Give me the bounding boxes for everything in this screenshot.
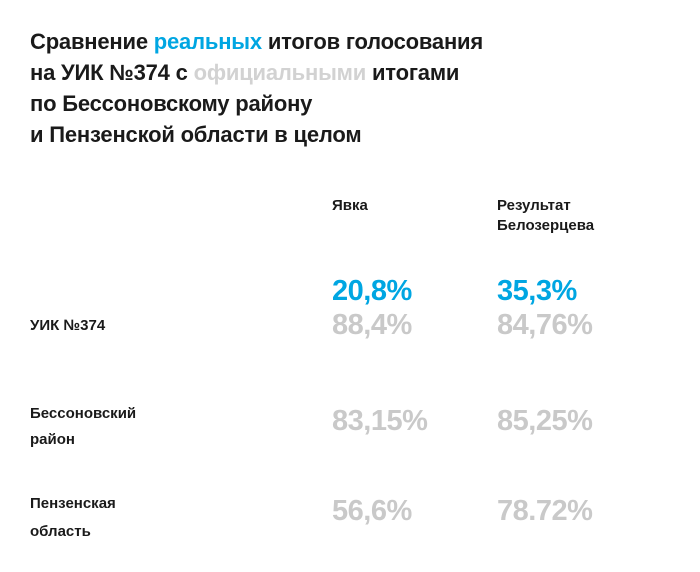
title-text-part: итогами [366,60,460,85]
cell-penza-turnout [290,486,485,528]
table-row [30,486,680,566]
value-turnout-official: 83,15% [332,405,428,437]
row-name-text-line1: Пензенская [30,495,116,512]
value-turnout-official: 88,4% [332,309,412,341]
row-label-bessonovsky [30,398,290,450]
row-name-text-line1: Бессоновский [30,405,137,422]
header-cell-turnout [290,196,485,216]
title-text-part: на УИК №374 с [30,60,194,85]
value-turnout-official: 56,6% [332,495,412,527]
title-line-1 [30,26,680,57]
header-cell-result [485,196,680,236]
title-accent-real: реальных [153,29,262,54]
page-title [30,26,680,150]
table-row [30,274,680,392]
title-line-4: и Пензенской области в целом [30,122,362,147]
row-name-text-line2: область [30,523,91,540]
cell-uik374-turnout [290,274,485,342]
row-name-text-line2: район [30,431,75,448]
cell-uik374-result [485,274,680,342]
table-row [30,398,680,480]
row-label-penza-oblast [30,486,290,542]
title-line-2 [30,57,680,88]
cell-bessonovsky-turnout [290,398,485,438]
header-label-turnout: Явка [332,197,368,214]
header-label-result-line2: Белозерцева [497,217,595,234]
title-text-part: итогов голосования [261,29,484,54]
title-line-3: по Бессоновскому району [30,91,313,116]
cell-penza-result [485,486,680,528]
header-label-result-line1: Результат [497,197,571,214]
value-result-official: 84,76% [497,309,593,341]
title-muted-official: официальными [193,60,367,85]
value-result-official: 85,25% [497,405,593,437]
value-result-official: 78.72% [497,495,593,527]
table-header-row [30,196,680,274]
title-text-part: Сравнение [30,29,154,54]
value-result-real: 35,3% [497,275,577,307]
value-turnout-real: 20,8% [332,275,412,307]
row-name-text: УИК №374 [30,317,106,334]
cell-bessonovsky-result [485,398,680,438]
row-label-uik374 [30,274,290,336]
comparison-table [30,196,680,572]
